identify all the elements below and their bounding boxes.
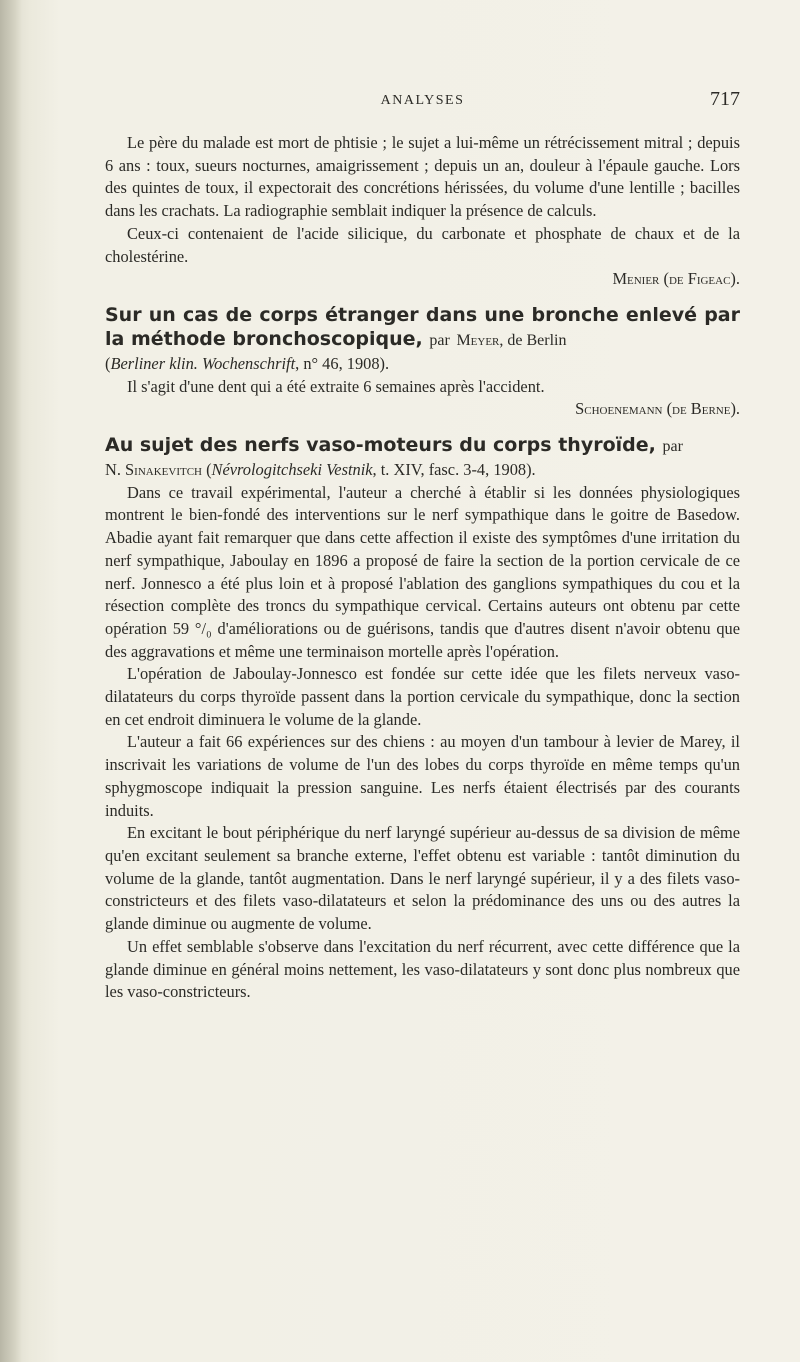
book-binding-shadow: [0, 0, 22, 1362]
paragraph: Dans ce travail expérimental, l'auteur a cherché à établir si les données physiologiques montrent le bien-fondé des interventions sur le nerf sympathique dans le goitre de Basedow. Abadie ayant fait remarquer que dans cette affection il existe des symptômes d'une irritation du nerf sympathique, Jaboulay en 1896 a proposé de faire la section de la portion cervicale de ce nerf. Jonnesco a été plus loin et à proposé l'ablation des ganglions sympathiques du cou et la résection complète des troncs du sympathique cervical. Certains auteurs ont obtenu par cette opération 59 °/₀ d'améliorations ou de guérisons, tandis que d'autres disent n'avoir obtenu que des aggravations et même une terminaison mortelle après l'opération.: [105, 482, 740, 661]
signature: Schoenemann (de Berne).: [575, 399, 740, 419]
journal-reference: (Berliner klin. Wochenschrift, n° 46, 1908).: [105, 353, 390, 373]
article-bronchoscopy: [105, 303, 740, 421]
article-title: Au sujet des nerfs vaso-moteurs du corps thyroïde, par: [105, 434, 683, 457]
paragraph: Le père du malade est mort de phtisie ; le sujet a lui-même un rétrécissement mitral ; depuis 6 ans : toux, sueurs nocturnes, amaigrissement ; depuis un an, douleur à l'épaule gauche. Lors des quintes de toux, il expectorait des concrétions hérissées, du volume d'une lentille ; bacilles dans les crachats. La radiographie semblait indiquer la présence de calculs.: [105, 133, 740, 221]
author: Meyer: [456, 331, 500, 349]
page-body: [105, 132, 740, 1004]
paragraph: Un effet semblable s'observe dans l'excitation du nerf récurrent, avec cette différence que la glande diminue en général moins nettement, les vaso-dilatateurs y sont donc plus nombreux que les vaso-constricteurs.: [105, 936, 740, 1002]
paragraph: L'auteur a fait 66 expériences sur des chiens : au moyen d'un tambour à levier de Marey, il inscrivait les variations de volume de l'un des lobes du corps thyroïde en même temps qu'un sphygmoscope indiquait la pression sanguine. Les nerfs étaient électrisés par des courants induits.: [105, 732, 740, 820]
author: Sinakevitch: [125, 460, 202, 480]
paragraph: Ceux-ci contenaient de l'acide silicique, du carbonate et phosphate de chaux et de la cholestérine.: [105, 223, 740, 266]
signature: Menier (de Figeac).: [612, 269, 740, 289]
paragraph: L'opération de Jaboulay-Jonnesco est fondée sur cette idée que les filets nerveux vaso-dilatateurs du corps thyroïde passent dans la portion cervicale du sympathique, donc la section en cet endroit diminuera le volume de la glande.: [105, 664, 740, 729]
running-head: ANALYSES: [380, 93, 465, 108]
paragraph: Il s'agit d'une dent qui a été extraite 6 semaines après l'accident.: [127, 376, 545, 396]
paragraph: En excitant le bout périphérique du nerf laryngé supérieur au-dessus de sa division de même qu'en excitant seulement sa branche externe, l'effet obtenu est variable : tantôt diminution du volume de la glande, tantôt augmentation. Dans le nerf laryngé supérieur, il y a des filets vaso-constricteurs et des filets vaso-dilatateurs et selon la prédominance des uns ou des autres la glande diminue ou augmente de volume.: [105, 823, 740, 934]
previous-article-end: [105, 132, 740, 291]
article-title: Sur un cas de corps étranger dans une bronche enlevé par la méthode bronchoscopique, par Meyer, de Berlin: [105, 303, 740, 350]
article-thyroid-nerves: [105, 433, 740, 1004]
page-header: [105, 90, 740, 114]
journal-reference: N. Sinakevitch (Névrologitchseki Vestnik, t. XIV, fasc. 3-4, 1908).: [105, 460, 536, 480]
page-number: 717: [710, 88, 740, 110]
